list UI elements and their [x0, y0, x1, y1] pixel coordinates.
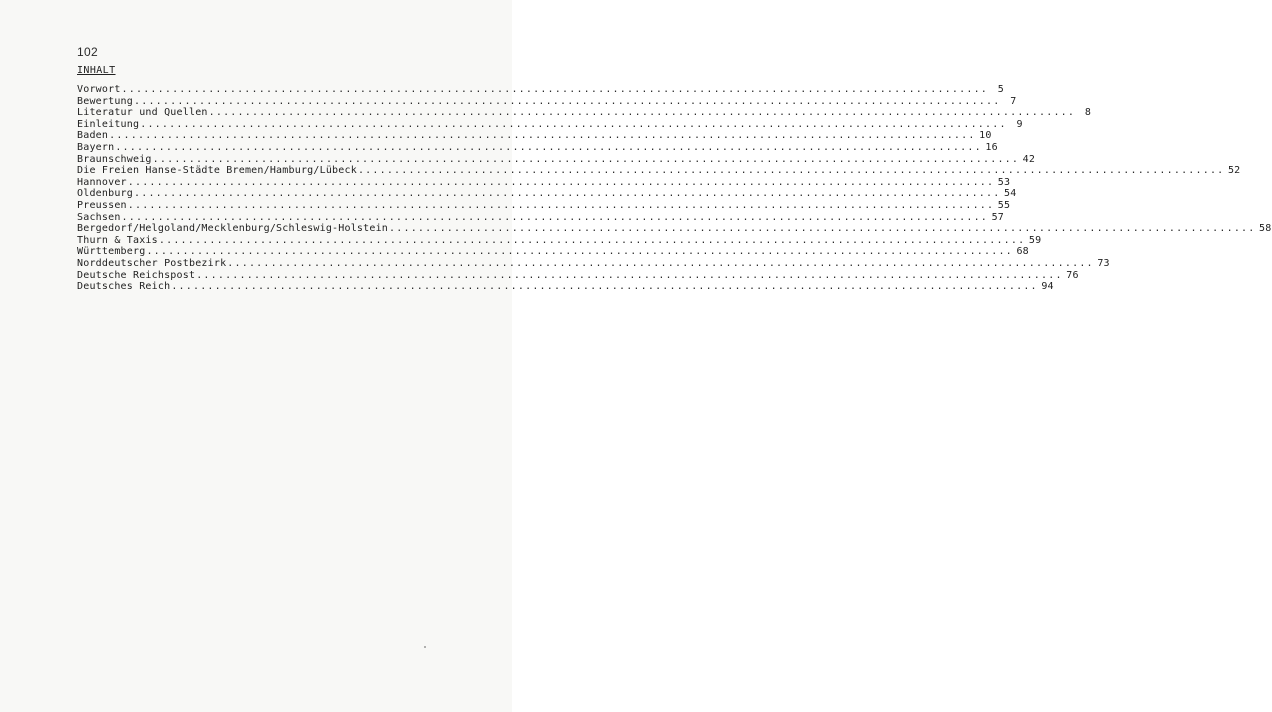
- page-number: 102: [77, 45, 98, 59]
- dot-leader: ........................................................................................................................: [121, 211, 989, 223]
- toc-entry: [77, 199, 1011, 212]
- toc-entry-page: 7: [1010, 95, 1017, 107]
- toc-entry: [77, 118, 1023, 131]
- toc-entry-page: 68: [1016, 246, 1029, 258]
- toc-entry-page: 76: [1066, 269, 1079, 281]
- toc-entry-title: Bewertung: [77, 95, 133, 107]
- toc-entry-title: Deutsche Reichspost: [77, 269, 196, 281]
- toc-entry: [77, 269, 1079, 282]
- toc-entry-title: Bergedorf/Helgoland/Mecklenburg/Schleswig-Holstein: [77, 223, 389, 235]
- toc-entry-page: 16: [985, 141, 998, 153]
- toc-entry: [77, 141, 998, 154]
- paper-speck: [424, 646, 426, 648]
- toc-entry-title: Braunschweig: [77, 153, 152, 165]
- toc-entry-page: 55: [997, 199, 1011, 211]
- contents-heading: INHALT: [77, 65, 116, 76]
- dot-leader: ........................................................................................................................: [208, 107, 1076, 119]
- dot-leader: ........................................................................................................................: [152, 153, 1020, 165]
- toc-entry-title: Literatur und Quellen: [77, 107, 208, 119]
- toc-entry: [77, 234, 1042, 247]
- dot-leader: ........................................................................................................................: [158, 234, 1026, 246]
- toc-entry-page: 59: [1028, 234, 1042, 246]
- toc-entry: [77, 130, 992, 142]
- toc-entry-page: 94: [1041, 281, 1054, 293]
- dot-leader: ........................................................................................................................: [134, 188, 1001, 200]
- dot-leader: ........................................................................................................................: [121, 84, 989, 95]
- toc-entry: [77, 84, 1005, 96]
- toc-entry-title: Norddeutscher Postbezirk: [77, 257, 227, 269]
- dot-leader: ........................................................................................................................: [109, 130, 976, 142]
- toc-entry-page: 58: [1259, 223, 1272, 235]
- toc-entry-title: Oldenburg: [77, 188, 133, 200]
- toc-entry-title: Vorwort: [77, 84, 121, 95]
- toc-entry-title: Einleitung: [77, 118, 140, 130]
- toc-entry-title: Deutsches Reich: [77, 281, 171, 293]
- toc-entry: [77, 246, 1029, 258]
- table-of-contents: [77, 84, 1272, 293]
- toc-entry-title: Preussen: [77, 199, 127, 211]
- toc-entry-page: 42: [1022, 153, 1036, 165]
- toc-entry-page: 57: [991, 211, 1005, 223]
- toc-entry-page: 52: [1227, 165, 1241, 177]
- dot-leader: ........................................................................................................................: [127, 176, 995, 188]
- dot-leader: ........................................................................................................................: [115, 141, 982, 153]
- toc-entry: [77, 165, 1241, 177]
- toc-entry-title: Württemberg: [77, 246, 146, 258]
- dot-leader: ........................................................................................................................: [127, 199, 995, 211]
- dot-leader: ........................................................................................................................: [357, 165, 1225, 177]
- dot-leader: ........................................................................................................................: [227, 257, 1094, 269]
- toc-entry-page: 73: [1097, 257, 1110, 269]
- toc-entry-title: Thurn & Taxis: [77, 234, 158, 246]
- toc-entry-page: 9: [1016, 118, 1023, 130]
- dot-leader: ........................................................................................................................: [146, 246, 1013, 258]
- toc-entry: [77, 176, 1011, 189]
- toc-entry: [77, 153, 1036, 166]
- toc-entry-page: 53: [997, 176, 1011, 188]
- toc-entry-page: 8: [1084, 107, 1092, 119]
- dot-leader: ........................................................................................................................: [196, 269, 1063, 281]
- toc-entry-title: Hannover: [77, 176, 127, 188]
- toc-entry: [77, 107, 1092, 119]
- toc-entry-title: Baden: [77, 130, 109, 142]
- toc-entry: [77, 188, 1017, 200]
- toc-entry: [77, 211, 1005, 224]
- toc-entry-page: 54: [1004, 188, 1017, 200]
- toc-entry-title: Bayern: [77, 141, 115, 153]
- toc-entry: [77, 95, 1017, 108]
- dot-leader: ........................................................................................................................: [389, 223, 1256, 235]
- toc-entry-title: Die Freien Hanse-Städte Bremen/Hamburg/Lübeck: [77, 165, 357, 177]
- toc-entry-page: 10: [979, 130, 992, 142]
- toc-entry-title: Sachsen: [77, 211, 121, 223]
- dot-leader: ........................................................................................................................: [140, 118, 1007, 130]
- toc-entry-page: 5: [997, 84, 1005, 95]
- dot-leader: ........................................................................................................................: [134, 95, 1001, 107]
- dot-leader: ........................................................................................................................: [171, 281, 1038, 293]
- toc-entry: [77, 223, 1272, 235]
- toc-entry: [77, 281, 1054, 293]
- toc-entry: [77, 257, 1110, 270]
